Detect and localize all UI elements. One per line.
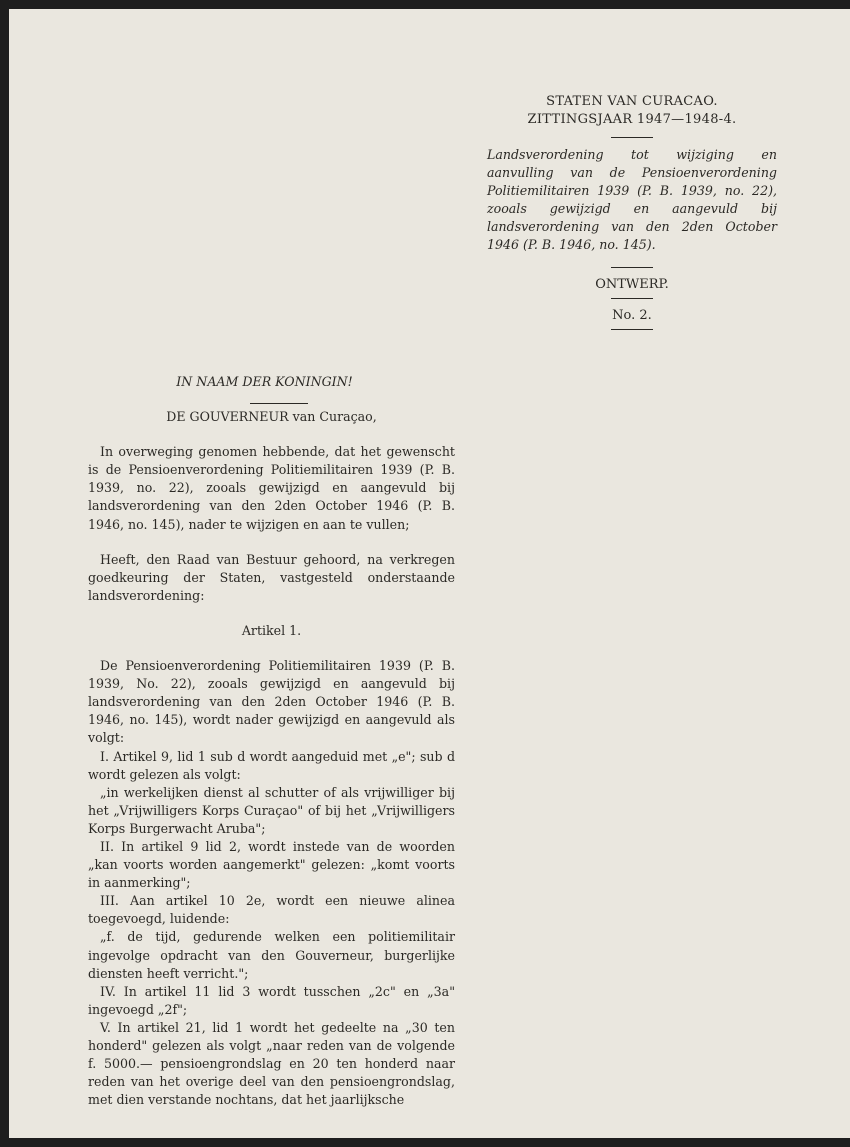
divider: [611, 298, 653, 299]
divider: [611, 329, 653, 330]
divider: [250, 403, 308, 404]
document-body: [88, 373, 455, 1109]
amendment-item: II. In artikel 9 lid 2, wordt instede van de woorden „kan voorts worden aangemerkt" gelezen: „komt voorts in aanmerking";: [88, 838, 455, 891]
document-page: [9, 9, 850, 1138]
session-year: ZITTINGSJAAR 1947—1948-4.: [527, 112, 737, 127]
amendment-item: IV. In artikel 11 lid 3 wordt tusschen „2c" en „3a" ingevoegd „2f";: [88, 983, 455, 1017]
issuer: DE GOUVERNEUR van Curaçao,: [166, 409, 377, 425]
subject-description: Landsverordening tot wijziging en aanvulling van de Pensioenverordening Politiemilitairen 1939 (P. B. 1939, no. 22), zooals gewijzigd en aangevuld bij landsverordening van den 2den October 1946 (P. B. 1946, no. 145).: [487, 147, 777, 252]
preamble: In overweging genomen hebbende, dat het gewenscht is de Pensioenverordening Politiemilitairen 1939 (P. B. 1939, no. 22), zooals gewijzigd en aangevuld bij landsverordening van den 2den October 1946 (P. B. 1946, no. 145), nader te wijzigen en aan te vullen;: [88, 444, 455, 532]
amendment-quote: „f. de tijd, gedurende welken een politiemilitair ingevolge opdracht van den Gouverneur, burgerlijke diensten heeft verricht.";: [88, 929, 455, 981]
invocation: IN NAAM DER KONINGIN!: [176, 374, 353, 389]
amendment-item: V. In artikel 21, lid 1 wordt het gedeelte na „30 ten honderd" gelezen als volgt „naar reden van de volgende f. 5000.— pensioengrondslag en 20 ten honderd naar reden van het overige deel van den pensioengrondslag, met dien verstande nochtans, dat het jaarlijksche: [88, 1019, 455, 1108]
enactment-clause: Heeft, den Raad van Bestuur gehoord, na verkregen goedkeuring der Staten, vastgesteld onderstaande landsverordening:: [88, 551, 455, 603]
divider: [611, 267, 653, 268]
amendment-item: III. Aan artikel 10 2e, wordt een nieuwe alinea toegevoegd, luidende:: [88, 893, 455, 927]
article-intro: De Pensioenverordening Politiemilitairen 1939 (P. B. 1939, No. 22), zooals gewijzigd en aangevuld bij landsverordening van den 2den October 1946 (P. B. 1946, no. 145), wordt nader gewijzigd en aangevuld als volgt:: [88, 658, 455, 746]
draft-label: ONTWERP.: [595, 276, 669, 292]
divider: [611, 137, 653, 138]
assembly-title: STATEN VAN CURACAO.: [546, 94, 718, 109]
amendment-item: I. Artikel 9, lid 1 sub d wordt aangeduid met „e"; sub d wordt gelezen als volgt:: [88, 748, 455, 782]
document-header: [487, 93, 777, 330]
article-title: Artikel 1.: [241, 622, 302, 638]
draft-number: No. 2.: [612, 307, 652, 323]
amendment-quote: „in werkelijken dienst al schutter of als vrijwilliger bij het „Vrijwilligers Korps Curaçao" of bij het „Vrijwilligers Korps Burgerwacht Aruba";: [88, 784, 455, 836]
